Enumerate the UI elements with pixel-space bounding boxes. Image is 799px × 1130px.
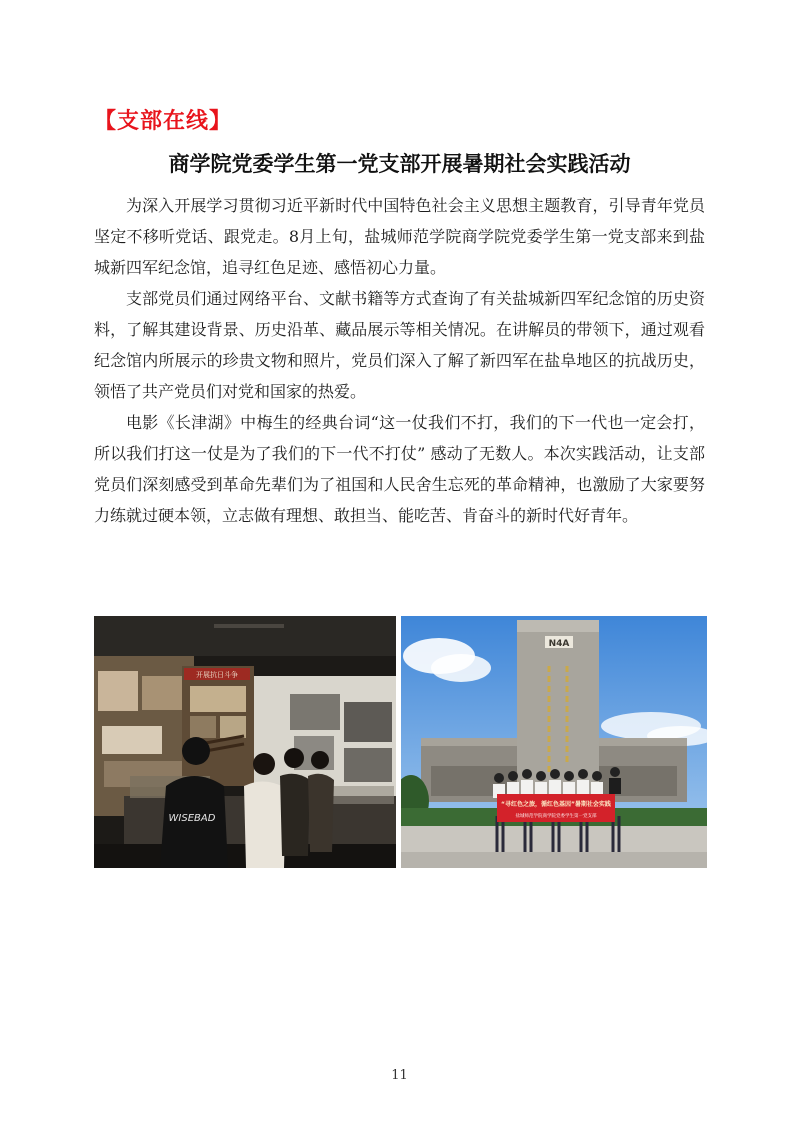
banner-sub-text: 盐城师范学院商学院党委学生第一党支部 [515,814,597,819]
page-number: 11 [391,1068,408,1083]
museum-exhibit-photo [94,616,396,868]
article-title: 商学院党委学生第一党支部开展暑期社会实践活动 [168,151,631,176]
shirt-print: WISEBAD [168,813,216,824]
paragraph-1: 为深入开展学习贯彻习近平新时代中国特色社会主义思想主题教育，引导青年党员坚定不移听党话、跟党走。8月上旬，盐城师范学院商学院党委学生第一党支部来到盐城新四军纪念馆，追寻红色足迹、感悟初心力量。 [94,196,705,277]
paragraph-3: 电影《长津湖》中梅生的经典台词“这一仗我们不打，我们的下一代也一定会打，所以我们打这一仗是为了我们的下一代不打仗” 感动了无数人。本次实践活动，让支部党员们深刻感受到革命先辈们为了祖国和人民舍生忘死的革命精神，也激励了大家要努力练就过硬本领，立志做有理想、敢担当、能吃苦、肯奋斗的新时代好青年。 [94,413,705,525]
photo-row [94,616,707,868]
exhibit-panel-label: 开展抗日斗争 [196,671,238,679]
monument-group-photo [401,616,707,868]
banner-main-text: “寻红色之旅，循红色基因”暑期社会实践 [501,801,611,808]
article-body [94,190,705,531]
section-tag: 【支部在线】 [94,109,233,134]
monument-plaque: N4A [548,639,570,649]
paragraph-2: 支部党员们通过网络平台、文献书籍等方式查询了有关盐城新四军纪念馆的历史资料，了解其建设背景、历史沿革、藏品展示等相关情况。在讲解员的带领下，通过观看纪念馆内所展示的珍贵文物和照片，党员们深入了解了新四军在盐阜地区的抗战历史，领悟了共产党员们对党和国家的热爱。 [94,289,705,401]
